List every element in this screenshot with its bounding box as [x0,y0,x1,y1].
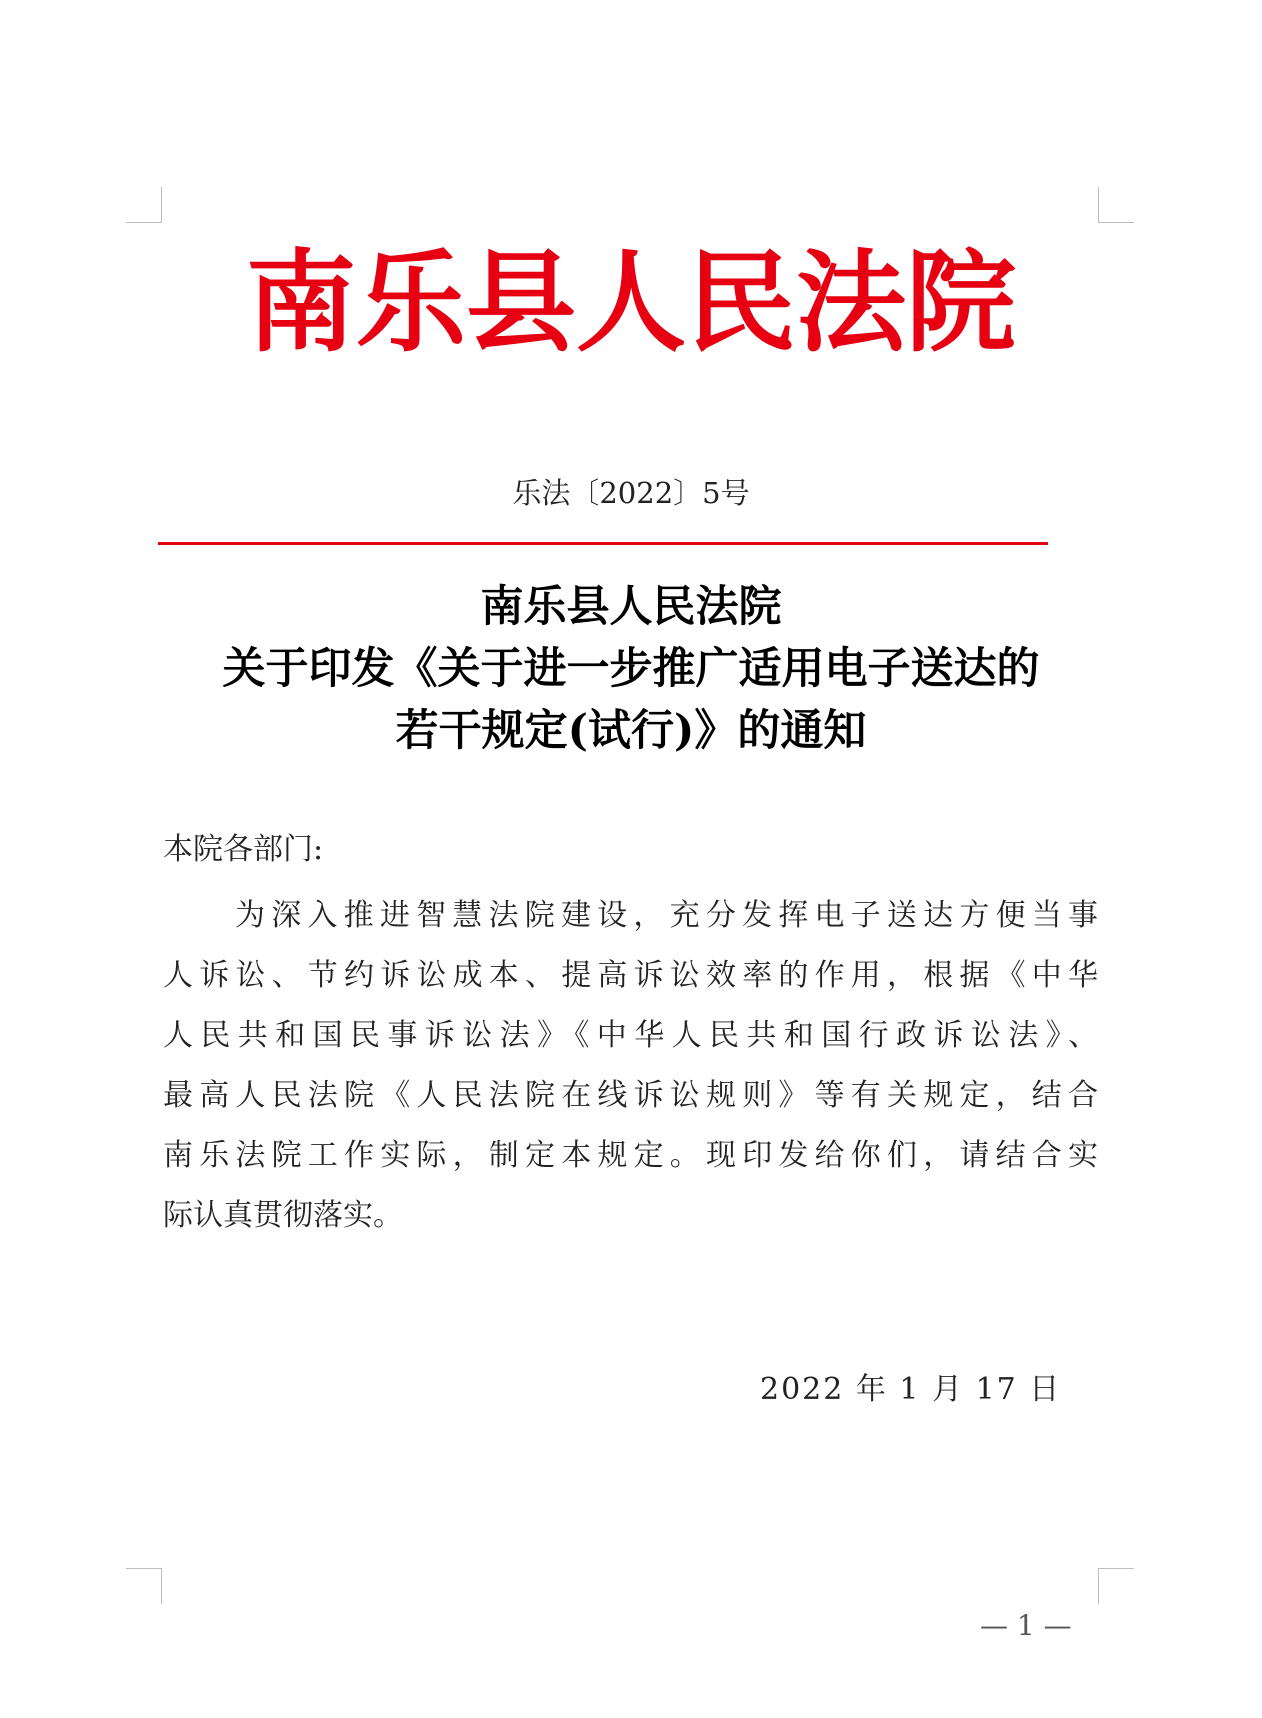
notice-title-line-2: 关于印发《关于进一步推广适用电子送达的 [222,644,1040,694]
crop-mark-bottom-left [126,1568,162,1604]
court-header-title: 南乐县人民法院 [246,238,1016,367]
salutation: 本院各部门: [163,832,324,867]
issue-date: 2022 年 1 月 17 日 [760,1372,1062,1407]
body-line: 为深入推进智慧法院建设，充分发挥电子送达方便当事 [235,898,1098,933]
crop-mark-top-left [126,187,162,223]
crop-mark-top-right [1098,187,1134,223]
document-number: 乐法〔2022〕5号 [512,476,750,510]
red-divider-rule [158,542,1048,545]
body-line: 南乐法院工作实际，制定本规定。现印发给你们，请结合实 [163,1138,1098,1173]
notice-title [0,576,1262,762]
body-line: 人民共和国民事诉讼法》《中华人民共和国行政诉讼法》、 [163,1018,1098,1053]
notice-title-line-3: 若干规定(试行)》的通知 [395,706,867,756]
page-number: — 1 — [980,1609,1072,1642]
crop-mark-bottom-right [1098,1568,1134,1604]
body-line: 际认真贯彻落实。 [163,1198,403,1233]
body-paragraph [163,886,1098,1246]
body-line: 最高人民法院《人民法院在线诉讼规则》等有关规定，结合 [163,1078,1098,1113]
notice-title-line-1: 南乐县人民法院 [480,582,782,632]
body-line: 人诉讼、节约诉讼成本、提高诉讼效率的作用，根据《中华 [163,958,1098,993]
